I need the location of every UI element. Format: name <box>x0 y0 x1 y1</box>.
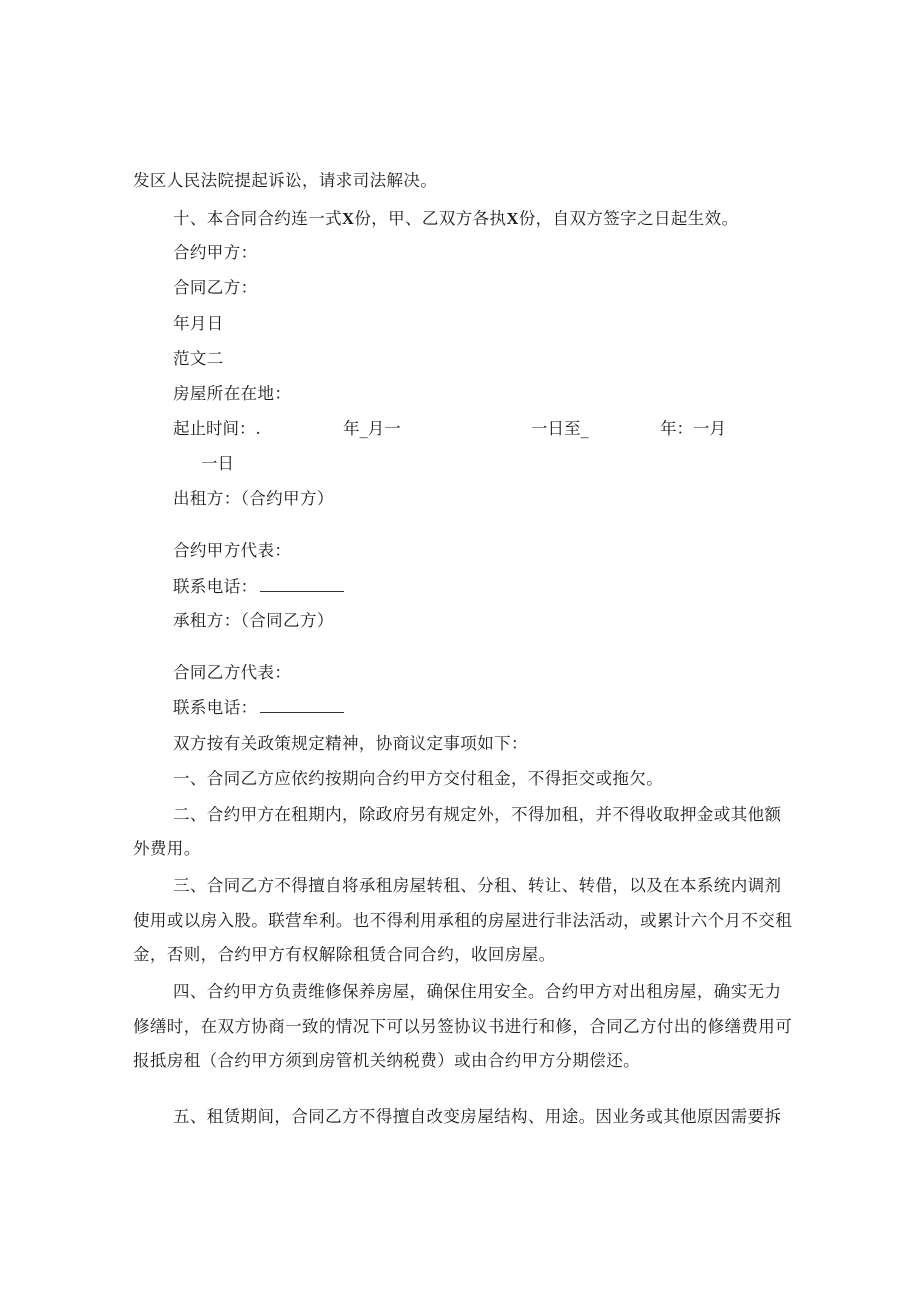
copies-each: X <box>506 209 519 228</box>
period-year-month: 年_月一 <box>343 419 401 438</box>
date-line: 年月日 <box>173 314 224 333</box>
clause-10 <box>173 208 738 230</box>
item-1: 一、合同乙方应依约按期向合约甲方交付租金，不得拒交或拖欠。 <box>173 769 664 788</box>
item-5-line-1: 五、租赁期间，合同乙方不得擅自改变房屋结构、用途。因业务或其他原因需要拆 <box>173 1107 782 1126</box>
lessor-phone <box>173 576 344 598</box>
party-a-signature: 合约甲方： <box>173 243 258 262</box>
lessor: 出租方：（合约甲方） <box>173 489 334 508</box>
item-3-line-2: 使用或以房入股。联营牟利。也不得利用承租的房屋进行非法活动，或累计六个月不交租 <box>133 911 793 930</box>
lessee-phone <box>173 697 344 719</box>
item-3-line-3: 金，否则，合约甲方有权解除租赁合同合约，收回房屋。 <box>133 945 556 964</box>
lessee: 承租方：（合同乙方） <box>173 611 334 630</box>
lessor-phone-blank <box>260 577 344 592</box>
lessee-phone-blank <box>260 698 344 713</box>
party-b-signature: 合同乙方： <box>173 278 258 297</box>
lessor-phone-label: 联系电话： <box>173 577 258 596</box>
lessee-representative: 合同乙方代表： <box>173 663 292 682</box>
period-label: 起止时间：. <box>173 419 261 438</box>
item-4-line-2: 修缮时，在双方协商一致的情况下可以另签协议书进行和修，合同乙方付出的修缮费用可 <box>133 1017 793 1036</box>
lessor-representative: 合约甲方代表： <box>173 541 292 560</box>
item-2-line-1: 二、合约甲方在租期内，除政府另有规定外，不得加租，并不得收取押金或其他额 <box>173 805 782 824</box>
intro: 双方按有关政策规定精神，协商议定事项如下： <box>173 734 528 753</box>
clause-10-part-b: 份，甲、乙双方各执 <box>354 209 507 228</box>
lessee-phone-label: 联系电话： <box>173 698 258 717</box>
property-location: 房屋所在在地： <box>173 384 292 403</box>
item-4-line-1: 四、合约甲方负责维修保养房屋，确保住用安全。合约甲方对出租房屋，确实无力 <box>173 982 782 1001</box>
clause-10-part-a: 十、本合同合约连一式 <box>173 209 342 228</box>
text-line: 发区人民法院提起诉讼，请求司法解决。 <box>133 171 438 190</box>
item-3-line-1: 三、合同乙方不得擅自将承租房屋转租、分租、转让、转借，以及在本系统内调剂 <box>173 876 782 895</box>
period-day-end: 一日 <box>201 454 234 473</box>
item-4-line-3: 报抵房租（合约甲方须到房管机关纳税费）或由合约甲方分期偿还。 <box>133 1051 640 1070</box>
copies-count: X <box>342 209 355 228</box>
period-day-to: 一日至_ <box>531 419 589 438</box>
clause-10-part-c: 份，自双方签字之日起生效。 <box>518 209 739 228</box>
item-2-line-2: 外费用。 <box>133 839 201 858</box>
period-year-month-end: 年：一月 <box>660 419 726 438</box>
sample-title: 范文二 <box>173 349 224 368</box>
